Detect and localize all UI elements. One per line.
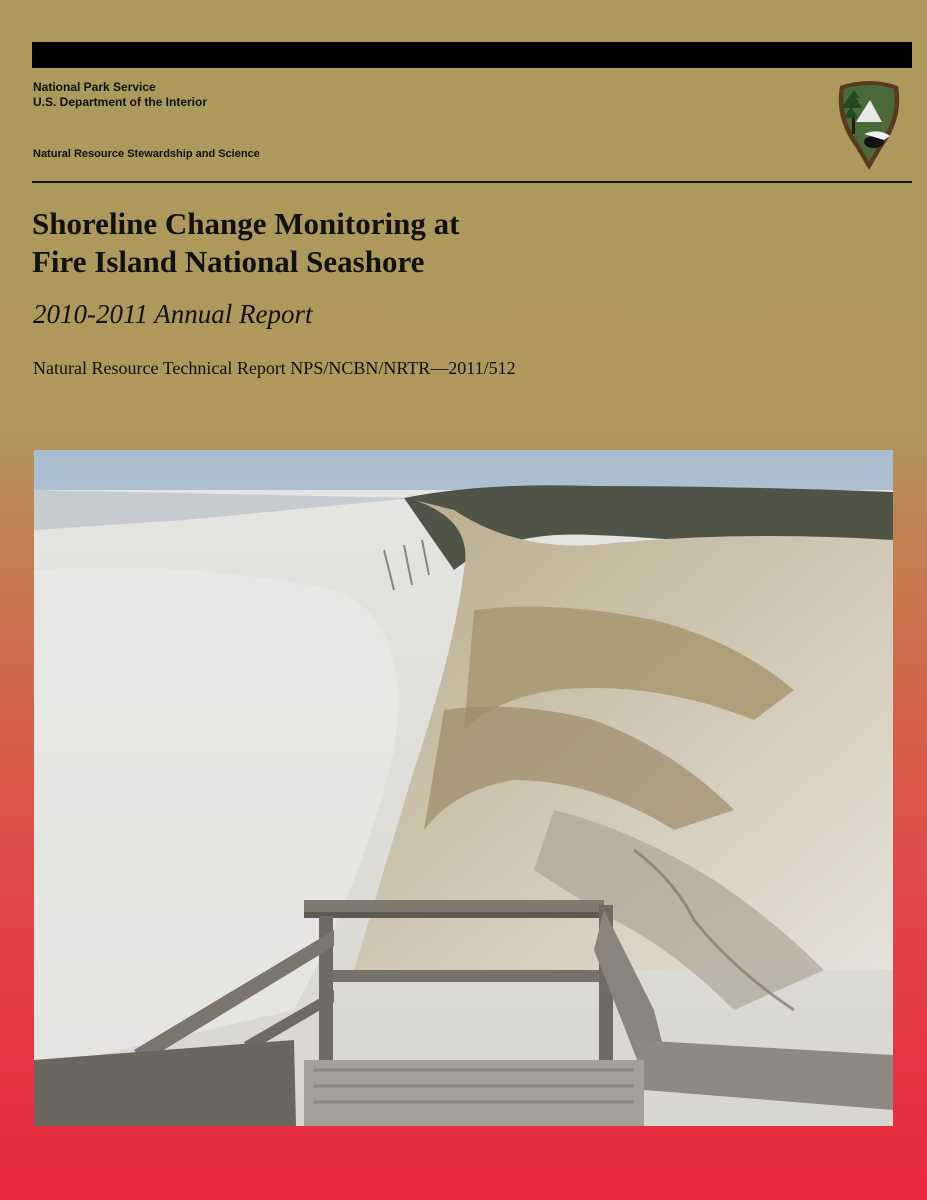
header-divider xyxy=(32,181,912,183)
report-title xyxy=(32,205,459,281)
agency-block xyxy=(33,80,207,110)
department-name: U.S. Department of the Interior xyxy=(33,95,208,109)
agency-name: National Park Service xyxy=(33,80,156,94)
title-line-1: Shoreline Change Monitoring at xyxy=(32,206,460,241)
report-number: Natural Resource Technical Report NPS/NCBN/NRTR—2011/512 xyxy=(33,358,516,378)
title-line-2: Fire Island National Seashore xyxy=(32,244,425,279)
beach-dune-boardwalk-photo xyxy=(34,450,893,1126)
program-name: Natural Resource Stewardship and Science xyxy=(33,148,260,160)
report-subtitle: 2010-2011 Annual Report xyxy=(33,299,313,329)
nps-arrowhead-icon xyxy=(834,78,904,172)
top-black-bar xyxy=(32,42,912,68)
